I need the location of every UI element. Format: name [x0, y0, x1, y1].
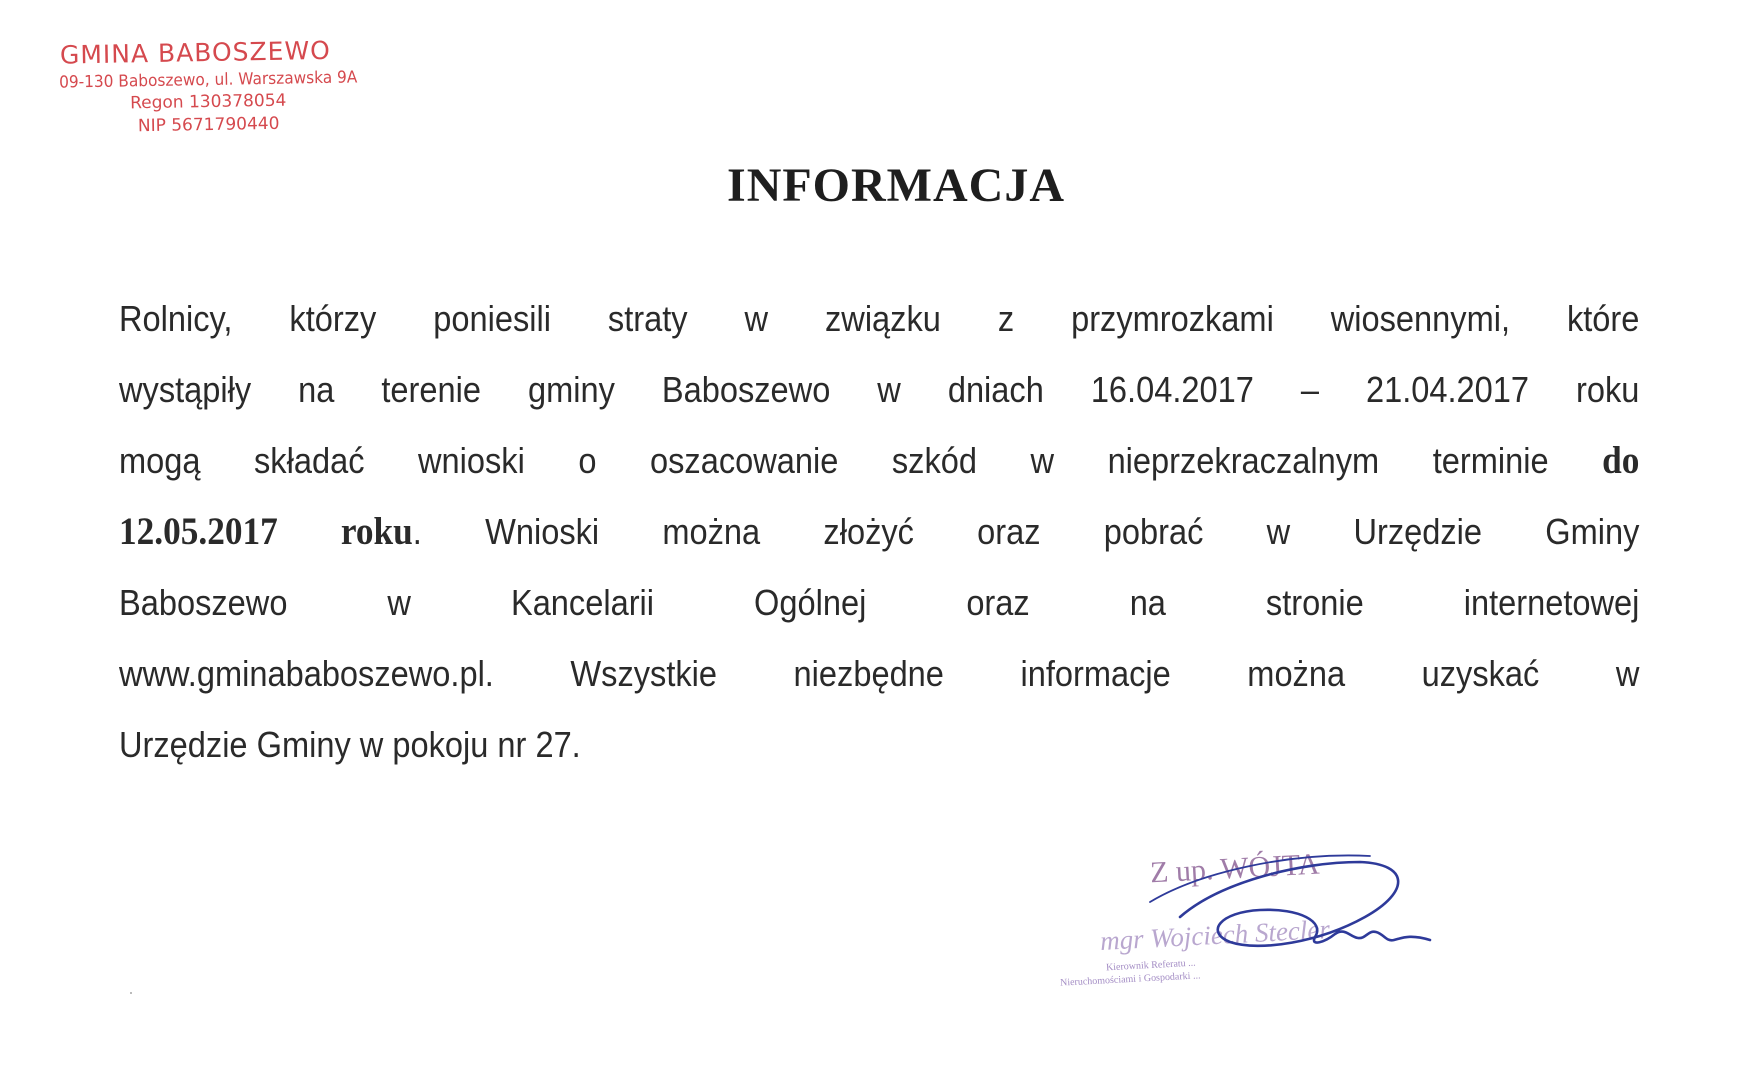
body-line-3-text: mogą składać wnioski o oszacowanie szkód w nieprzekraczalnym terminie	[119, 440, 1549, 481]
body-line-3	[119, 425, 1639, 496]
handwritten-signature	[1110, 842, 1450, 992]
deadline-bold-prefix: do	[1602, 439, 1640, 482]
signature-role: Z up. WÓJTA	[1149, 847, 1321, 890]
body-line-4	[119, 496, 1639, 567]
scan-speck	[130, 992, 132, 994]
signature-stamp	[1050, 847, 1430, 1002]
signature-title-line-1: Kierownik Referatu ...	[1105, 957, 1196, 974]
stamp-address: 09-130 Baboszewo, ul. Warszawska 9A	[58, 67, 358, 92]
announcement-body	[119, 283, 1639, 780]
deadline-date: 12.05.2017 roku	[119, 510, 413, 553]
stamp-municipality-name: GMINA BABOSZEWO	[59, 35, 332, 70]
body-line-2: wystąpiły na terenie gminy Baboszewo w dniach 16.04.2017 – 21.04.2017 roku	[119, 369, 1640, 410]
stamp-regon: Regon 130378054	[129, 90, 287, 114]
body-line-1: Rolnicy, którzy poniesili straty w związku z przymrozkami wiosennymi, które	[119, 298, 1640, 339]
body-line-5: Baboszewo w Kancelarii Ogólnej oraz na stronie internetowej	[119, 582, 1640, 623]
body-line-7: Urzędzie Gminy w pokoju nr 27.	[119, 724, 581, 765]
signature-title-line-2: Nieruchomościami i Gospodarki ...	[1059, 970, 1201, 989]
municipality-address-stamp	[47, 35, 369, 138]
signature-name: mgr Wojciech Stecler	[1099, 914, 1331, 956]
stamp-nip: NIP 5671790440	[137, 113, 280, 137]
body-line-6: www.gminababoszewo.pl. Wszystkie niezbędne informacje można uzyskać w	[119, 653, 1640, 694]
body-line-4-text: . Wnioski można złożyć oraz pobrać w Urzędzie Gminy	[412, 511, 1640, 552]
document-title: INFORMACJA	[727, 159, 1065, 212]
